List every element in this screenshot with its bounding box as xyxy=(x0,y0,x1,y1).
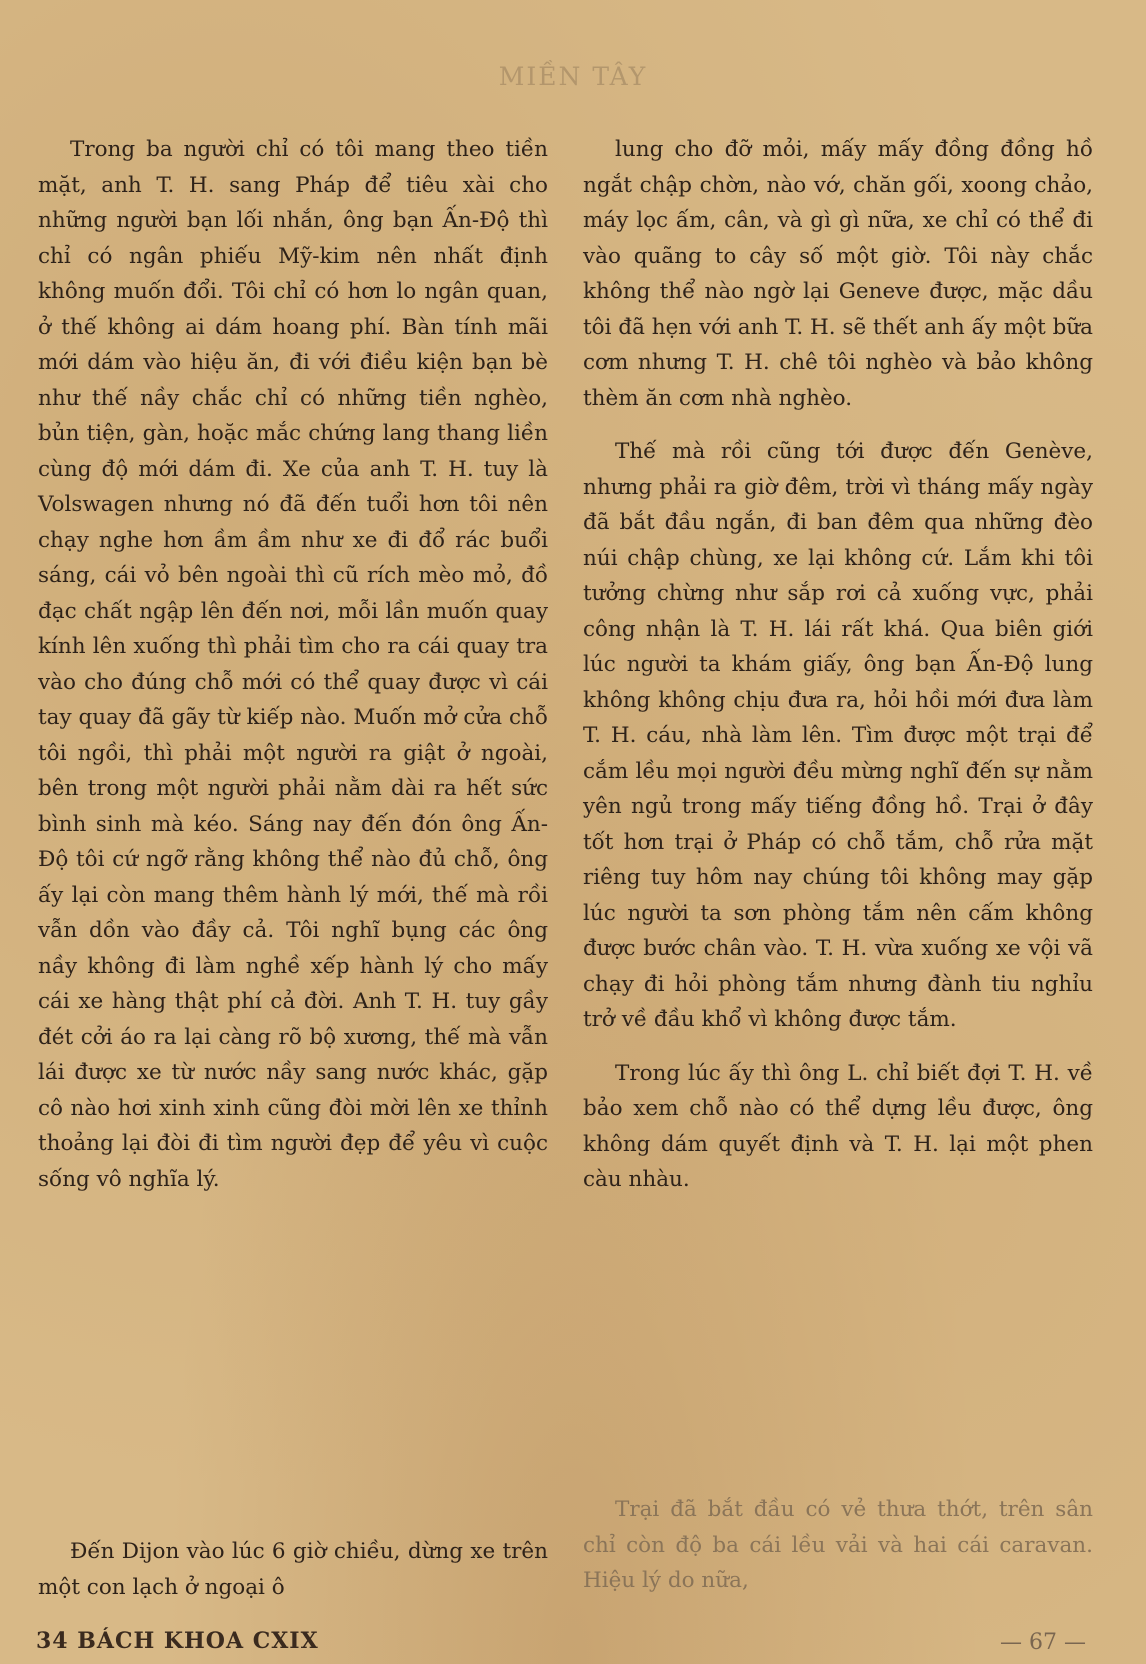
footer-magazine-label: 34 BÁCH KHOA CXIX xyxy=(36,1628,319,1654)
left-paragraph-bottom: Đến Dijon vào lúc 6 giờ chiều, dừng xe trên một con lạch ở ngoại ô xyxy=(38,1539,548,1600)
right-paragraph-1: lung cho đỡ mỏi, mấy mấy đồng đồng hồ ngắt chập chờn, nào vớ, chăn gối, xoong chảo, máy lọc ấm, cân, và gì gì nữa, xe chỉ có thể đi vào quãng to cây số một giờ. Tôi này chắc không thể nào ngờ lại Geneve được, mặc dầu tôi đã hẹn với anh T. H. sẽ thết anh ấy một bữa cơm nhưng T. H. chê tôi nghèo và bảo không thèm ăn cơm nhà nghèo. xyxy=(583,137,1093,411)
right-column xyxy=(583,132,1093,1593)
right-paragraph-2: Thế mà rồi cũng tới được đến Genève, nhưng phải ra giờ đêm, trời vì tháng mấy ngày đã bắt đầu ngắn, đi ban đêm qua những đèo núi chập chùng, xe lại không cứ. Lắm khi tôi tưởng chừng như sắp rơi cả xuống vực, phải công nhận là T. H. lái rất khá. Qua biên giới lúc người ta khám giấy, ông bạn Ấn-Độ lung không không chịu đưa ra, hỏi hồi mới đưa làm T. H. cáu, nhà làm lên. Tìm được một trại để cắm lều mọi người đều mừng nghĩ đến sự nằm yên ngủ trong mấy tiếng đồng hồ. Trại ở đây tốt hơn trại ở Pháp có chỗ tắm, chỗ rửa mặt riêng tuy hôm nay chúng tôi không may gặp lúc người ta sơn phòng tắm nên cấm không được bước chân vào. T. H. vừa xuống xe vội vã chạy đi hỏi phòng tắm nhưng đành tiu nghỉu trở về đầu khổ vì không được tắm. xyxy=(583,439,1093,1032)
page-header-title: MIỀN TÂY xyxy=(498,62,648,91)
right-paragraph-bottom: Trại đã bắt đầu có vẻ thưa thớt, trên sân chỉ còn độ ba cái lều vải và hai cái caravan. Hiệu lý do nữa, xyxy=(583,1497,1093,1593)
footer-page-number: — 67 — xyxy=(1000,1630,1086,1655)
left-paragraph-1: Trong ba người chỉ có tôi mang theo tiền mặt, anh T. H. sang Pháp để tiêu xài cho những người bạn lối nhắn, ông bạn Ấn-Độ thì chỉ có ngân phiếu Mỹ-kim nên nhất định không muốn đổi. Tôi chỉ có hơn lo ngân quan, ở thế không ai dám hoang phí. Bàn tính mãi mới dám vào hiệu ăn, đi với điều kiện bạn bè như thế nầy chắc chỉ có những tiền nghèo, bủn tiện, gàn, hoặc mắc chứng lang thang liền cùng độ mới dám đi. Xe của anh T. H. tuy là Volswagen nhưng nó đã đến tuổi hơn tôi nên chạy nghe hơn ầm ầm như xe đi đổ rác buổi sáng, cái vỏ bên ngoài thì cũ rích mèo mỏ, đồ đạc chất ngập lên đến nơi, mỗi lần muốn quay kính lên xuống thì phải tìm cho ra cái quay tra vào cho đúng chỗ mới có thể quay được vì cái tay quay đã gãy từ kiếp nào. Muốn mở cửa chỗ tôi ngồi, thì phải một người ra giật ở ngoài, bên trong một người phải nằm dài ra hết sức bình sinh mà kéo. Sáng nay đến đón ông Ấn-Độ tôi cứ ngỡ rằng không thể nào đủ chỗ, ông ấy lại còn mang thêm hành lý mới, thế mà rồi vẫn dồn vào đầy cả. Tôi nghĩ bụng các ông nầy không đi làm nghề xếp hành lý cho mấy cái xe hàng thật phí cả đời. Anh T. H. tuy gầy đét cởi áo ra lại càng rõ bộ xương, thế mà vẫn lái được xe từ nước nầy sang nước khác, gặp cô nào hơi xinh xinh cũng đòi mời lên xe thỉnh thoảng lại đòi đi tìm người đẹp để yêu vì cuộc sống vô nghĩa lý. xyxy=(38,137,548,1192)
right-paragraph-3: Trong lúc ấy thì ông L. chỉ biết đợi T. H. về bảo xem chỗ nào có thể dựng lều được, ông không dám quyết định và T. H. lại một phen càu nhàu. xyxy=(583,1060,1093,1192)
left-column xyxy=(38,132,548,1600)
